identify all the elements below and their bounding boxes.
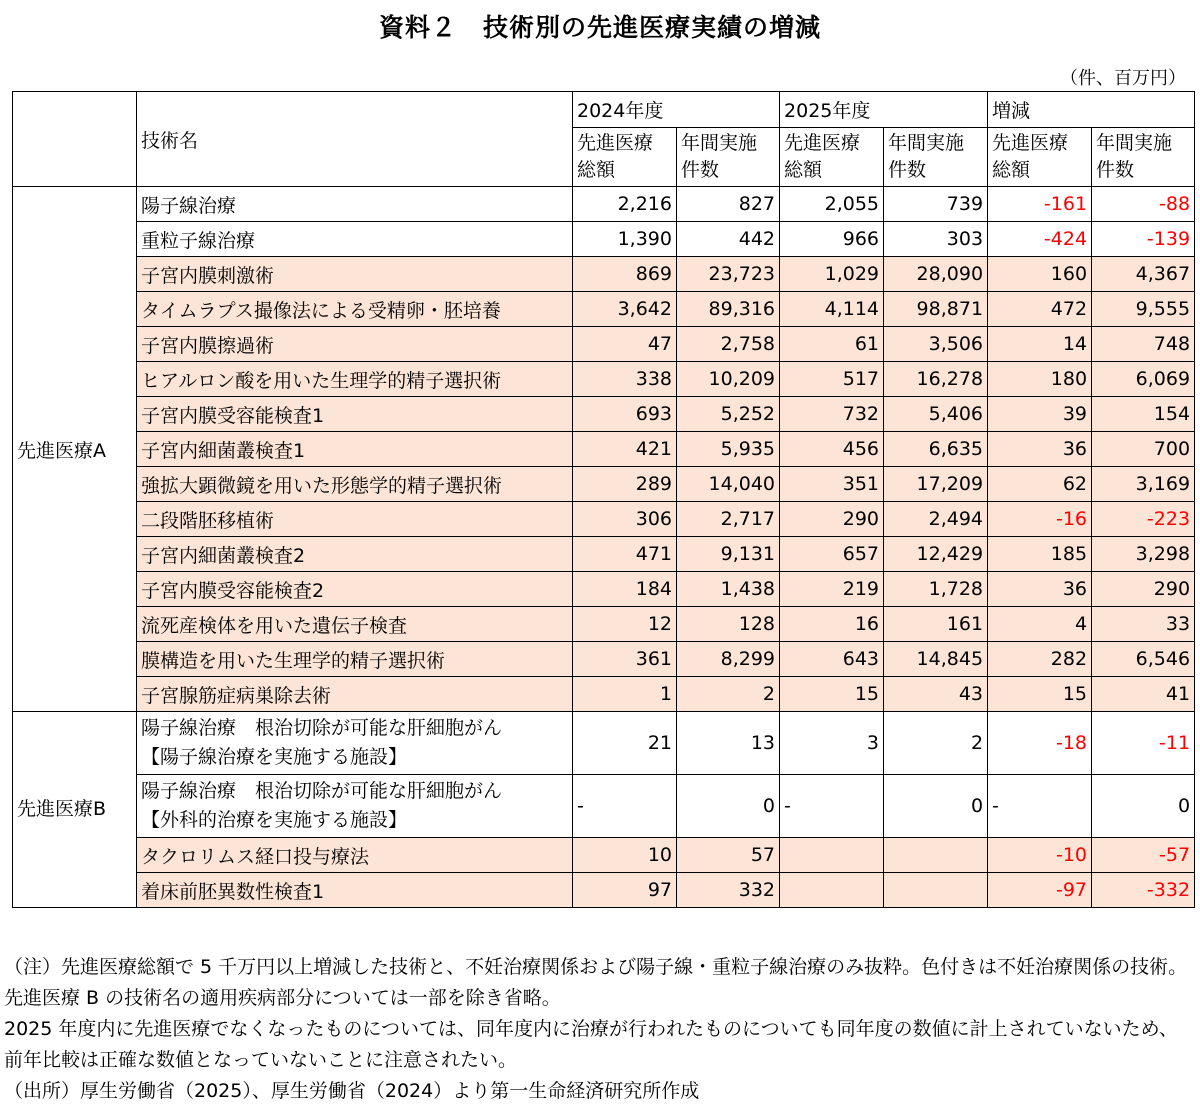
value-cell: -161 bbox=[988, 187, 1092, 222]
value-cell: 1,728 bbox=[884, 572, 988, 607]
value-cell: 12 bbox=[573, 607, 677, 642]
value-cell: 57 bbox=[677, 838, 780, 873]
table-row bbox=[13, 432, 1195, 467]
tech-name-cell: 強拡大顕微鏡を用いた形態学的精子選択術 bbox=[137, 467, 573, 502]
value-cell: 5,252 bbox=[677, 397, 780, 432]
value-cell bbox=[780, 873, 884, 908]
value-cell: 0 bbox=[1092, 775, 1195, 838]
value-cell: 21 bbox=[573, 712, 677, 775]
header-row-years bbox=[13, 92, 1195, 128]
value-cell: -139 bbox=[1092, 222, 1195, 257]
table-row bbox=[13, 642, 1195, 677]
value-cell: 23,723 bbox=[677, 257, 780, 292]
value-cell: 1,390 bbox=[573, 222, 677, 257]
value-cell: 2,494 bbox=[884, 502, 988, 537]
value-cell: 39 bbox=[988, 397, 1092, 432]
value-cell: 361 bbox=[573, 642, 677, 677]
value-cell: 2 bbox=[884, 712, 988, 775]
tech-name-cell: 子宮腺筋症病巣除去術 bbox=[137, 677, 573, 712]
header-sub-line1: 先進医療 bbox=[577, 132, 654, 154]
value-cell: -18 bbox=[988, 712, 1092, 775]
value-cell: 657 bbox=[780, 537, 884, 572]
header-sub-line2: 総額 bbox=[992, 159, 1031, 181]
table-row bbox=[13, 607, 1195, 642]
table-row bbox=[13, 467, 1195, 502]
unit-note: （件、百万円） bbox=[1060, 68, 1186, 89]
value-cell: 471 bbox=[573, 537, 677, 572]
value-cell: 5,935 bbox=[677, 432, 780, 467]
value-cell: 16 bbox=[780, 607, 884, 642]
value-cell: 15 bbox=[780, 677, 884, 712]
value-cell: -424 bbox=[988, 222, 1092, 257]
header-2024: 2024年度 bbox=[573, 92, 780, 128]
note-source: （出所）厚生労働省（2025）、厚生労働省（2024）より第一生命経済研究所作成 bbox=[4, 1080, 700, 1102]
value-cell: 442 bbox=[677, 222, 780, 257]
value-cell: 332 bbox=[677, 873, 780, 908]
header-sub-count bbox=[884, 128, 988, 187]
value-cell: -88 bbox=[1092, 187, 1195, 222]
value-cell: 9,555 bbox=[1092, 292, 1195, 327]
value-cell: 0 bbox=[884, 775, 988, 838]
value-cell: 2,055 bbox=[780, 187, 884, 222]
value-cell: 47 bbox=[573, 327, 677, 362]
value-cell: 351 bbox=[780, 467, 884, 502]
value-cell: 303 bbox=[884, 222, 988, 257]
value-cell: 4,367 bbox=[1092, 257, 1195, 292]
value-cell: 3 bbox=[780, 712, 884, 775]
tech-name-cell: タクロリムス経口投与療法 bbox=[137, 838, 573, 873]
value-cell: 2 bbox=[677, 677, 780, 712]
value-cell: 10 bbox=[573, 838, 677, 873]
table-row bbox=[13, 292, 1195, 327]
value-cell: 6,635 bbox=[884, 432, 988, 467]
value-cell: 6,069 bbox=[1092, 362, 1195, 397]
table-row bbox=[13, 677, 1195, 712]
table-row bbox=[13, 327, 1195, 362]
table-row bbox=[13, 222, 1195, 257]
value-cell: 3,506 bbox=[884, 327, 988, 362]
table-row bbox=[13, 362, 1195, 397]
tech-name-cell: 着床前胚異数性検査1 bbox=[137, 873, 573, 908]
value-cell: 6,546 bbox=[1092, 642, 1195, 677]
value-cell: 517 bbox=[780, 362, 884, 397]
results-table bbox=[12, 91, 1195, 908]
tech-name-line2: 【外科的治療を実施する施設】 bbox=[141, 809, 408, 831]
value-cell: 3,169 bbox=[1092, 467, 1195, 502]
value-cell: 161 bbox=[884, 607, 988, 642]
tech-name-cell bbox=[137, 775, 573, 838]
tech-name-line1: 陽子線治療 根治切除が可能な肝細胞がん bbox=[141, 717, 503, 739]
value-cell: 13 bbox=[677, 712, 780, 775]
value-cell: 289 bbox=[573, 467, 677, 502]
value-cell: 3,298 bbox=[1092, 537, 1195, 572]
header-sub-line1: 年間実施 bbox=[1096, 132, 1173, 154]
value-cell: 43 bbox=[884, 677, 988, 712]
value-cell: 748 bbox=[1092, 327, 1195, 362]
value-cell: 306 bbox=[573, 502, 677, 537]
value-cell bbox=[884, 838, 988, 873]
tech-name-cell: 子宮内膜擦過術 bbox=[137, 327, 573, 362]
header-sub-total bbox=[988, 128, 1092, 187]
value-cell: 693 bbox=[573, 397, 677, 432]
header-category-cell bbox=[13, 92, 137, 187]
header-sub-line1: 年間実施 bbox=[888, 132, 965, 154]
table-row bbox=[13, 775, 1195, 838]
value-cell bbox=[884, 873, 988, 908]
value-cell: 14,040 bbox=[677, 467, 780, 502]
value-cell: 0 bbox=[677, 775, 780, 838]
value-cell: 5,406 bbox=[884, 397, 988, 432]
value-cell: - bbox=[988, 775, 1092, 838]
value-cell: -57 bbox=[1092, 838, 1195, 873]
value-cell: - bbox=[780, 775, 884, 838]
value-cell: 89,316 bbox=[677, 292, 780, 327]
value-cell: -332 bbox=[1092, 873, 1195, 908]
value-cell: 1 bbox=[573, 677, 677, 712]
value-cell: 290 bbox=[780, 502, 884, 537]
tech-name-cell: 二段階胚移植術 bbox=[137, 502, 573, 537]
value-cell: 15 bbox=[988, 677, 1092, 712]
value-cell: -11 bbox=[1092, 712, 1195, 775]
value-cell: 61 bbox=[780, 327, 884, 362]
tech-name-cell: 陽子線治療 bbox=[137, 187, 573, 222]
tech-name-line1: 陽子線治療 根治切除が可能な肝細胞がん bbox=[141, 780, 503, 802]
value-cell: 2,216 bbox=[573, 187, 677, 222]
value-cell: 643 bbox=[780, 642, 884, 677]
value-cell bbox=[780, 838, 884, 873]
tech-name-cell: 子宮内細菌叢検査2 bbox=[137, 537, 573, 572]
value-cell: 282 bbox=[988, 642, 1092, 677]
tech-name-cell bbox=[137, 712, 573, 775]
table-row bbox=[13, 537, 1195, 572]
value-cell: 180 bbox=[988, 362, 1092, 397]
value-cell: 36 bbox=[988, 572, 1092, 607]
tech-name-cell: 子宮内膜刺激術 bbox=[137, 257, 573, 292]
value-cell: 154 bbox=[1092, 397, 1195, 432]
category-cell: 先進医療A bbox=[13, 187, 137, 712]
table-row bbox=[13, 873, 1195, 908]
header-sub-total bbox=[780, 128, 884, 187]
value-cell: 2,758 bbox=[677, 327, 780, 362]
value-cell: - bbox=[573, 775, 677, 838]
header-change: 増減 bbox=[988, 92, 1195, 128]
header-sub-line1: 先進医療 bbox=[992, 132, 1069, 154]
tech-name-cell: ヒアルロン酸を用いた生理学的精子選択術 bbox=[137, 362, 573, 397]
value-cell: 732 bbox=[780, 397, 884, 432]
header-sub-line1: 先進医療 bbox=[784, 132, 861, 154]
value-cell: 10,209 bbox=[677, 362, 780, 397]
value-cell: 16,278 bbox=[884, 362, 988, 397]
value-cell: 869 bbox=[573, 257, 677, 292]
table-row bbox=[13, 397, 1195, 432]
value-cell: 219 bbox=[780, 572, 884, 607]
value-cell: 62 bbox=[988, 467, 1092, 502]
value-cell: 456 bbox=[780, 432, 884, 467]
value-cell: 1,438 bbox=[677, 572, 780, 607]
value-cell: -10 bbox=[988, 838, 1092, 873]
header-sub-line2: 件数 bbox=[1096, 159, 1135, 181]
value-cell: 128 bbox=[677, 607, 780, 642]
value-cell: 184 bbox=[573, 572, 677, 607]
header-sub-line2: 総額 bbox=[784, 159, 823, 181]
value-cell: 338 bbox=[573, 362, 677, 397]
category-cell: 先進医療B bbox=[13, 712, 137, 908]
table-row bbox=[13, 257, 1195, 292]
value-cell: 17,209 bbox=[884, 467, 988, 502]
value-cell: 14,845 bbox=[884, 642, 988, 677]
tech-name-cell: 子宮内膜受容能検査2 bbox=[137, 572, 573, 607]
value-cell: 827 bbox=[677, 187, 780, 222]
value-cell: 700 bbox=[1092, 432, 1195, 467]
note-1: （注）先進医療総額で 5 千万円以上増減した技術と、不妊治療関係および陽子線・重粒子線治療のみ抜粋。色付きは不妊治療関係の技術。先進医療 B の技術名の適用疾病部分については一部を除き省略。 bbox=[4, 956, 1188, 1009]
tech-name-cell: 流死産検体を用いた遺伝子検査 bbox=[137, 607, 573, 642]
header-sub-line2: 件数 bbox=[888, 159, 927, 181]
value-cell: 33 bbox=[1092, 607, 1195, 642]
value-cell: 12,429 bbox=[884, 537, 988, 572]
header-tech-name: 技術名 bbox=[137, 92, 573, 187]
table-row bbox=[13, 502, 1195, 537]
value-cell: 98,871 bbox=[884, 292, 988, 327]
value-cell: 4 bbox=[988, 607, 1092, 642]
tech-name-cell: 子宮内膜受容能検査1 bbox=[137, 397, 573, 432]
table-row bbox=[13, 838, 1195, 873]
note-2: 2025 年度内に先進医療でなくなったものについては、同年度内に治療が行われたものについても同年度の数値に計上されていないため、前年比較は正確な数値となっていないことに注意されたい。 bbox=[4, 1018, 1178, 1071]
header-sub-total bbox=[573, 128, 677, 187]
value-cell: 2,717 bbox=[677, 502, 780, 537]
tech-name-line2: 【陽子線治療を実施する施設】 bbox=[141, 746, 408, 768]
tech-name-cell: 子宮内細菌叢検査1 bbox=[137, 432, 573, 467]
value-cell: 3,642 bbox=[573, 292, 677, 327]
header-sub-line1: 年間実施 bbox=[681, 132, 758, 154]
value-cell: 290 bbox=[1092, 572, 1195, 607]
table-row bbox=[13, 712, 1195, 775]
value-cell: 966 bbox=[780, 222, 884, 257]
tech-name-cell: 重粒子線治療 bbox=[137, 222, 573, 257]
value-cell: 4,114 bbox=[780, 292, 884, 327]
value-cell: 739 bbox=[884, 187, 988, 222]
header-sub-count bbox=[677, 128, 780, 187]
page-title: 資料２ 技術別の先進医療実績の増減 bbox=[378, 13, 821, 42]
value-cell: 421 bbox=[573, 432, 677, 467]
value-cell: -97 bbox=[988, 873, 1092, 908]
table-body bbox=[13, 92, 1195, 908]
header-2025: 2025年度 bbox=[780, 92, 988, 128]
value-cell: 36 bbox=[988, 432, 1092, 467]
value-cell: 28,090 bbox=[884, 257, 988, 292]
tech-name-cell: タイムラプス撮像法による受精卵・胚培養 bbox=[137, 292, 573, 327]
value-cell: 97 bbox=[573, 873, 677, 908]
value-cell: 14 bbox=[988, 327, 1092, 362]
table-row bbox=[13, 572, 1195, 607]
value-cell: 185 bbox=[988, 537, 1092, 572]
value-cell: 41 bbox=[1092, 677, 1195, 712]
footnotes bbox=[4, 952, 1196, 1107]
table-row bbox=[13, 187, 1195, 222]
value-cell: 1,029 bbox=[780, 257, 884, 292]
value-cell: 9,131 bbox=[677, 537, 780, 572]
tech-name-cell: 膜構造を用いた生理学的精子選択術 bbox=[137, 642, 573, 677]
value-cell: 472 bbox=[988, 292, 1092, 327]
value-cell: 160 bbox=[988, 257, 1092, 292]
header-sub-line2: 総額 bbox=[577, 159, 616, 181]
header-sub-count bbox=[1092, 128, 1195, 187]
value-cell: -223 bbox=[1092, 502, 1195, 537]
value-cell: 8,299 bbox=[677, 642, 780, 677]
header-sub-line2: 件数 bbox=[681, 159, 720, 181]
value-cell: -16 bbox=[988, 502, 1092, 537]
